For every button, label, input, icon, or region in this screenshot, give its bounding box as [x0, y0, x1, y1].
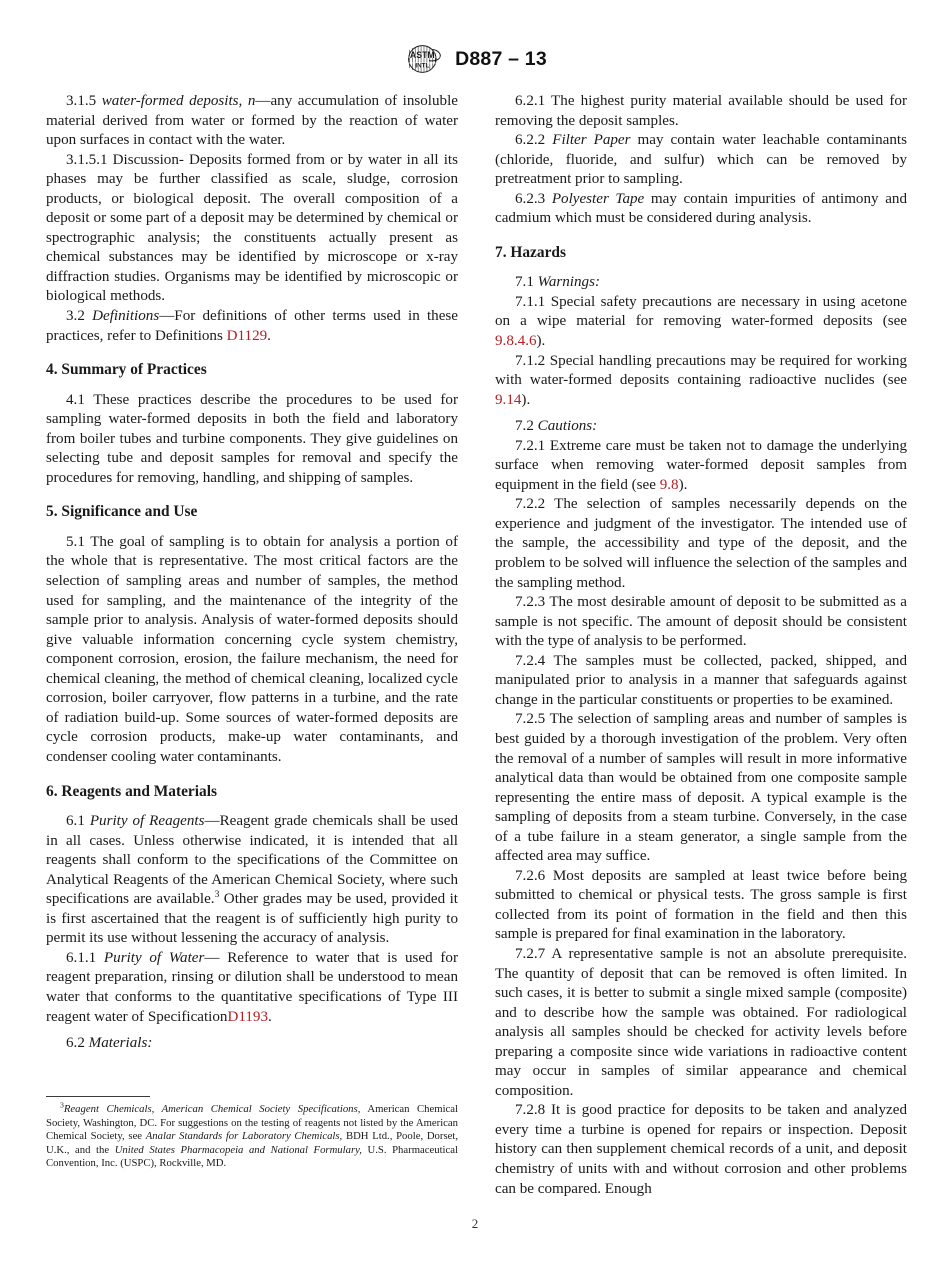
spacer — [46, 768, 458, 782]
para-number: 3.2 — [66, 308, 85, 325]
para-text-end: . — [267, 327, 271, 344]
section-heading-4: 4. Summary of Practices — [46, 361, 207, 379]
xref-link-9-14[interactable]: 9.14 — [495, 391, 522, 408]
defined-term: Polyester Tape — [551, 190, 645, 207]
spacer — [46, 346, 458, 360]
left-column — [46, 92, 458, 1199]
xref-link-9-8[interactable]: 9.8 — [659, 476, 679, 493]
astm-logo-icon — [403, 44, 445, 74]
section-heading-5: 5. Significance and Use — [46, 503, 198, 521]
defined-term: Filter Paper — [552, 132, 631, 149]
para-text: — Reference to water that is used for reagent preparation, rinsing or dilution shall be understood to mean water that conforms to the quantitative specifications of Type III reagent water of Specification — [46, 949, 458, 1025]
para-7-2-3: 7.2.3 The most desirable amount of deposit to be submitted as a sample is not specific. The amount of deposit should be consistent with the type of analysis to be performed. — [495, 594, 907, 650]
para-text: 7.1.1 Special safety precautions are necessary in using acetone on a wipe material for removing water-formed deposits (see — [495, 293, 907, 330]
para-7-1-2 — [495, 352, 907, 411]
para-text-end: ). — [536, 333, 546, 350]
xref-link-d1129[interactable]: D1129 — [226, 327, 268, 344]
spacer — [46, 801, 458, 812]
footnote-text-3: U.S. Pharmaceutical Convention, Inc. (USPC), Rockville, MD. — [46, 1143, 458, 1170]
para-number: 6.2.3 — [515, 190, 546, 207]
spacer — [46, 488, 458, 502]
footnote-number: 3 — [60, 1100, 64, 1110]
para-6-2-1: 6.2.1 The highest purity material available should be used for removing the deposit samples. — [495, 93, 907, 129]
para-6-2-2 — [495, 131, 907, 190]
section-heading-7: 7. Hazards — [495, 243, 566, 261]
para-6-1-1 — [46, 949, 458, 1027]
defined-term: water-formed deposits, n — [101, 93, 256, 109]
para-7-1-1 — [495, 293, 907, 352]
section-heading-6: 6. Reagents and Materials — [46, 782, 217, 800]
para-7-2 — [495, 417, 907, 437]
para-text: —Reagent grade chemicals shall be used in all cases. Unless otherwise indicated, it is intended that all reagents shall conform to the specifications of the Committee on Analytical Reagents of the American Chemical Society, where such specifications are available. — [46, 813, 458, 908]
para-number: 3.1.5 — [66, 93, 97, 109]
para-5-1: 5.1 The goal of sampling is to obtain for analysis a portion of the whole that is representative. The most critical factors are the selection of sampling areas and number of samples, the method used for sampling, and the maintenance of the integrity of the sample prior to analysis. Analysis of water-formed deposits should give valuable information concerning cycle system chemistry, component corrosion, erosion, the failure mechanism, the need for chemical cleaning, the method of chemical cleaning, localized cycle corrosion, boiler carryover, flow patterns in a turbine, and the rate of radiation build-up. Some sources of water-formed deposits are cycle corrosion products, make-up water contaminants, and condenser cooling water contaminants. — [46, 533, 458, 765]
para-number: 6.2.2 — [515, 132, 546, 149]
para-text: may contain water leachable contaminants (chloride, fluoride, and sulfur) which can be removed by pretreatment prior to sampling. — [495, 132, 907, 188]
para-7-2-5: 7.2.5 The selection of sampling areas and number of samples is best guided by a thorough investigation of the problem. Very often the removal of a number of samples will result in more informative analytical data than would be obtained from one composite sample representing the entire mass of deposit. A typical example is the sampling of deposits from a steam turbine. Conversely, in the case of a tube failure in a steam generator, a single sample from the affected area may suffice. — [495, 711, 907, 865]
para-3-1-5 — [46, 92, 458, 151]
para-7-2-7: 7.2.7 A representative sample is not an absolute prerequisite. The quantity of deposit that can be removed is often limited. In such cases, it is better to submit a single mixed sample (composite) and to describe how the sample was obtained. For radiological analysis all samples should be checked for activity levels before preparing a composite since wide variations in radioactive content may occur in samples of similar appearance and chemical composition. — [495, 945, 907, 1099]
para-7-2-2: 7.2.2 The selection of samples necessarily depends on the experience and judgment of the investigator. The intended use of the sample, the accessibility and type of the deposit, and the problem to be solved will influence the selection of the samples and the sampling method. — [495, 496, 907, 591]
footnote-text-1: American Chemical Society, Washington, DC. For suggestions on the testing of reagents not listed by the American Chemical Society, see — [46, 1103, 459, 1143]
para-number: 7.2 — [515, 418, 534, 435]
defined-term: Cautions: — [537, 418, 598, 435]
footnote-title-2: Analar Standards for Laboratory Chemicals, — [145, 1130, 343, 1143]
document-designation: D887 – 13 — [455, 47, 547, 70]
xref-link-9-8-4-6[interactable]: 9.8.4.6 — [495, 333, 537, 350]
para-6-2 — [46, 1034, 458, 1054]
para-6-2-3 — [495, 190, 907, 229]
footnote-title-1: Reagent Chemicals, American Chemical Society Specifications, — [63, 1103, 361, 1115]
spacer — [46, 522, 458, 533]
para-number: 6.1.1 — [66, 949, 97, 966]
para-text: —For definitions of other terms used in these practices, refer to Definitions — [46, 308, 458, 344]
para-text-end: ). — [521, 391, 531, 408]
defined-term: Materials: — [88, 1035, 153, 1052]
para-7-2-8: 7.2.8 It is good practice for deposits to be taken and analyzed every time a turbine is opened for repairs or inspection. Deposit history can then supplement chemical records of a unit, and deposit chemistry of units with and without corrosion and other problems can be compared. Enough — [495, 1102, 907, 1197]
spacer — [495, 410, 907, 417]
para-text-end: ). — [678, 476, 688, 493]
footnote-3 — [46, 1100, 459, 1171]
para-3-1-5-1: 3.1.5.1 Discussion- Deposits formed from or by water in all its phases may be further classified as scale, sludge, corrosion products, or biological deposit. The overall composition of a deposit or some part of a deposit may be determined by chemical or spectrographic analysis; the constituents actually present as chemical substances may be identified by microscope or x-ray diffraction studies. Organisms may be identified by microscopic or biological methods. — [46, 151, 458, 305]
defined-term: Purity of Water — [103, 949, 205, 966]
para-number: 6.2 — [66, 1035, 85, 1052]
para-text-cont: Other grades may be used, provided it is first ascertained that the reagent is of sufficiently high purity to permit its use without lessening the accuracy of analysis. — [46, 891, 458, 947]
para-text: —any accumulation of insoluble material derived from water or formed by the reaction of water upon surfaces in contact with the water. — [46, 93, 458, 149]
footnote-title-3: United States Pharmacopeia and National Formulary, — [114, 1143, 362, 1156]
body-columns — [46, 92, 908, 1199]
para-text: 7.2.1 Extreme care must be taken not to damage the underlying surface when removing water-formed deposit samples from equipment in the field (see — [495, 437, 907, 493]
footnote-marker: 3 — [214, 889, 220, 901]
para-4-1: 4.1 These practices describe the procedures to be used for sampling water-formed deposits in both the field and laboratory from boiler tubes and turbine components. They give guidelines on selecting tube and deposit samples for removal and specify the procedures for removing, handling, and shipping of samples. — [46, 391, 458, 486]
page-number: 2 — [471, 1216, 479, 1231]
defined-term: Purity of Reagents — [89, 813, 205, 830]
spacer — [495, 229, 907, 243]
para-7-1 — [495, 273, 907, 293]
spacer — [46, 380, 458, 391]
para-3-2 — [46, 307, 458, 346]
para-number: 6.1 — [66, 813, 85, 830]
para-6-1 — [46, 812, 458, 949]
xref-link-d1193[interactable]: D1193 — [227, 1008, 268, 1025]
footnote-separator-rule — [46, 1096, 150, 1097]
spacer — [495, 262, 907, 273]
spacer — [46, 1027, 458, 1034]
para-text-end: . — [268, 1008, 272, 1025]
para-text: 7.1.2 Special handling precautions may be required for working with water-formed deposits containing radioactive nuclides (see — [495, 352, 907, 389]
svg-text:ASTM: ASTM — [410, 50, 435, 61]
page-header — [0, 44, 950, 74]
footnote-text-2: BDH Ltd., Poole, Dorset, U.K., and the — [46, 1130, 459, 1156]
defined-term: Definitions — [92, 308, 160, 325]
right-column — [495, 92, 907, 1199]
para-number: 7.1 — [515, 274, 534, 291]
para-7-2-4: 7.2.4 The samples must be collected, packed, shipped, and manipulated prior to analysis in a manner that safeguards against change in the particular constituents or properties to be examined. — [495, 652, 907, 708]
para-7-2-1 — [495, 437, 907, 496]
svg-text:INTL: INTL — [415, 62, 430, 70]
para-7-2-6: 7.2.6 Most deposits are sampled at least twice before being submitted to chemical or physical tests. The gross sample is first collected from its point of formation in the field and then this sample is prepared for final examination in the laboratory. — [495, 867, 907, 943]
para-text: may contain impurities of antimony and cadmium which must be considered during analysis. — [495, 190, 907, 227]
footnote-block — [46, 1096, 458, 1171]
defined-term: Warnings: — [537, 274, 600, 291]
